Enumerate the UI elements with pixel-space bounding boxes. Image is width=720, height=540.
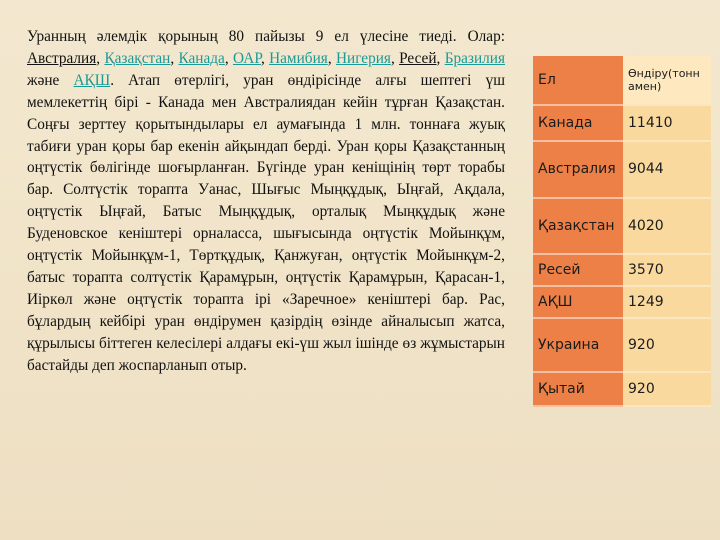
row-country: Австралия <box>533 141 623 198</box>
table-row <box>533 286 711 318</box>
link-oar[interactable]: ОАР <box>233 49 261 67</box>
paragraph-text-intro: Уранның әлемдік қорының 80 пайызы 9 ел үлесіне тиеді. Олар: <box>27 28 505 45</box>
header-country: Ел <box>533 56 623 105</box>
header-production: Өндіру(тоннамен) <box>623 56 711 105</box>
link-canada[interactable]: Канада <box>178 49 225 67</box>
separator: , <box>224 49 233 67</box>
row-value: 920 <box>623 372 711 406</box>
separator: , <box>96 49 105 67</box>
row-country: Қытай <box>533 372 623 406</box>
table-row <box>533 372 711 406</box>
row-country: Қазақстан <box>533 198 623 254</box>
row-value: 11410 <box>623 105 711 141</box>
link-namibia[interactable]: Намибия <box>269 49 328 67</box>
link-russia[interactable]: Ресей <box>399 49 437 67</box>
row-country: Канада <box>533 105 623 141</box>
table-row <box>533 141 711 198</box>
separator: , <box>390 49 400 67</box>
table-row <box>533 198 711 254</box>
table-row <box>533 105 711 141</box>
row-country: АҚШ <box>533 286 623 318</box>
uranium-paragraph <box>27 26 505 377</box>
row-country: Ресей <box>533 254 623 286</box>
table-row <box>533 254 711 286</box>
row-value: 4020 <box>623 198 711 254</box>
row-value: 1249 <box>623 286 711 318</box>
link-kazakhstan[interactable]: Қазақстан <box>104 49 171 67</box>
table-header-row <box>533 56 711 105</box>
row-value: 3570 <box>623 254 711 286</box>
paragraph-text-body: . Атап өтерлігі, уран өндірісінде алғы шептегі үш мемлекеттің бірі - Канада мен Австралиядан кейін тұрған Қазақстан. Соңғы зерттеу қорытындылары ел аумағында 1 млн. тоннаға жуық табиғи уран қоры бар екенін айқындап берді. Уран қоры Қазақстанның оңтүстік бөлігінде шоғырланған. Бүгінде уран кеніщінің төрт торабы бар. Солтүстік торапта Уанас, Шығыс Мыңқұдық, Ыңғай, Ақдала, оңтүстік Ыңғай, Батыс Мыңқұдық, орталық Мыңқұдық және Буденовское кеніштері орналасса, шығысында оңтүстік Мойынқұм, оңтүстік Мойынқұм-1, Төртқұдық, Қанжуған, оңтүстік Мойынқұм-2, батыс торапта солтүстік Қарамұрын, оңтүстік Қарамұрын, Қарасан-1, Иіркөл және оңтүстік торапта ірі «Заречное» кеніштері бар. Рас, бұлардың кейбірі уран өндірумен қазірдің өзінде айналысып жатса, құрылысы біттеген келесілері алдағы екі-үш жыл ішінде өз жұмыстарын бастайды деп жоспарланып отыр. <box>27 71 505 374</box>
row-value: 920 <box>623 318 711 372</box>
link-brazil[interactable]: Бразилия <box>444 49 505 67</box>
link-usa[interactable]: АҚШ <box>73 71 111 89</box>
table-row <box>533 318 711 372</box>
separator: , <box>260 49 270 67</box>
uranium-production-table <box>533 56 711 407</box>
link-australia[interactable]: Австралия <box>27 49 97 67</box>
separator: , <box>327 49 336 67</box>
row-country: Украина <box>533 318 623 372</box>
separator: , <box>436 49 445 67</box>
production-table-container <box>533 56 711 407</box>
separator: , <box>170 49 179 67</box>
link-nigeria[interactable]: Нигерия <box>335 49 391 67</box>
conjunction-text: және <box>27 71 74 89</box>
row-value: 9044 <box>623 141 711 198</box>
